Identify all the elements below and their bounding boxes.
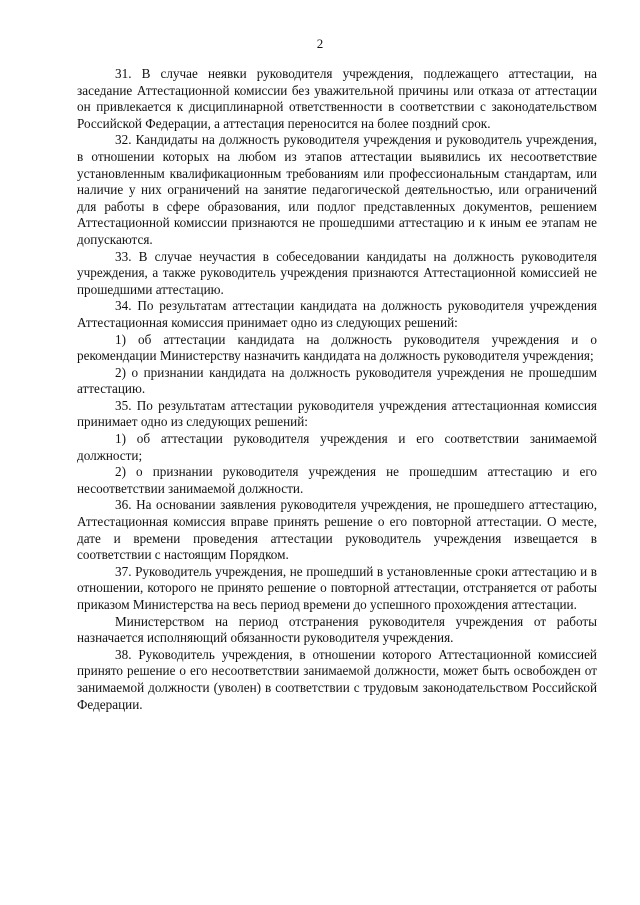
- paragraph-35: 35. По результатам аттестации руководителя учреждения аттестационная комиссия принимает одно из следующих решений:: [77, 397, 597, 430]
- paragraph-36: 36. На основании заявления руководителя учреждения, не прошедшего аттестацию, Аттестационная комиссия вправе принять решение о его повторной аттестации. О месте, дате и времени проведения аттестации руководитель учреждения извещается в соответствии с настоящим Порядком.: [77, 497, 597, 563]
- paragraph-34: 34. По результатам аттестации кандидата на должность руководителя учреждения Аттестационная комиссия принимает одно из следующих решений:: [77, 298, 597, 330]
- paragraph-34-item-1: 1) об аттестации кандидата на должность руководителя учреждения и о рекомендации Министерству назначить кандидата на должность руководителя учреждения;: [77, 331, 597, 364]
- paragraph-32: 32. Кандидаты на должность руководителя учреждения и руководитель учреждения, в отношении которых на любом из этапов аттестации выявились их несоответствие установленным квалификационным требованиям или профессиональным стандартам, или наличие у них ограничений на занятие педагогической деятельностью, или ограничений для работы в сфере образования, или подлог представленных документов, решением Аттестационной комиссии признаются не прошедшими аттестацию и к иным ее этапам не допускаются.: [77, 132, 597, 247]
- paragraph-37-continued: Министерством на период отстранения руководителя учреждения от работы назначается исполняющий обязанности руководителя учреждения.: [77, 613, 597, 646]
- paragraph-35-item-2: 2) о признании руководителя учреждения не прошедшим аттестацию и его несоответствии занимаемой должности.: [77, 464, 597, 496]
- paragraph-35-item-1: 1) об аттестации руководителя учреждения и его соответствии занимаемой должности;: [77, 431, 597, 463]
- paragraph-31: 31. В случае неявки руководителя учреждения, подлежащего аттестации, на заседание Аттестационной комиссии без уважительной причины или отказа от аттестации он привлекается к дисциплинарной ответственности в соответствии с законодательством Российской Федерации, а аттестация переносится на более поздний срок.: [77, 66, 597, 131]
- paragraph-37: 37. Руководитель учреждения, не прошедший в установленные сроки аттестацию и в отношении, которого не принято решение о повторной аттестации, отстраняется от работы приказом Министерства на весь период времени до успешного прохождения аттестации.: [77, 563, 597, 612]
- paragraph-33: 33. В случае неучастия в собеседовании кандидаты на должность руководителя учреждения, а также руководитель учреждения признаются Аттестационной комиссией не прошедшими аттестацию.: [77, 248, 597, 297]
- paragraph-34-item-2: 2) о признании кандидата на должность руководителя учреждения не прошедшим аттестацию.: [77, 364, 597, 397]
- document-body: [77, 66, 597, 713]
- paragraph-38: 38. Руководитель учреждения, в отношении которого Аттестационной комиссией принято решение о его несоответствии занимаемой должности, может быть освобожден от занимаемой должности (уволен) в соответствии с трудовым законодательством Российской Федерации.: [77, 646, 597, 712]
- page-number: 2: [316, 36, 324, 51]
